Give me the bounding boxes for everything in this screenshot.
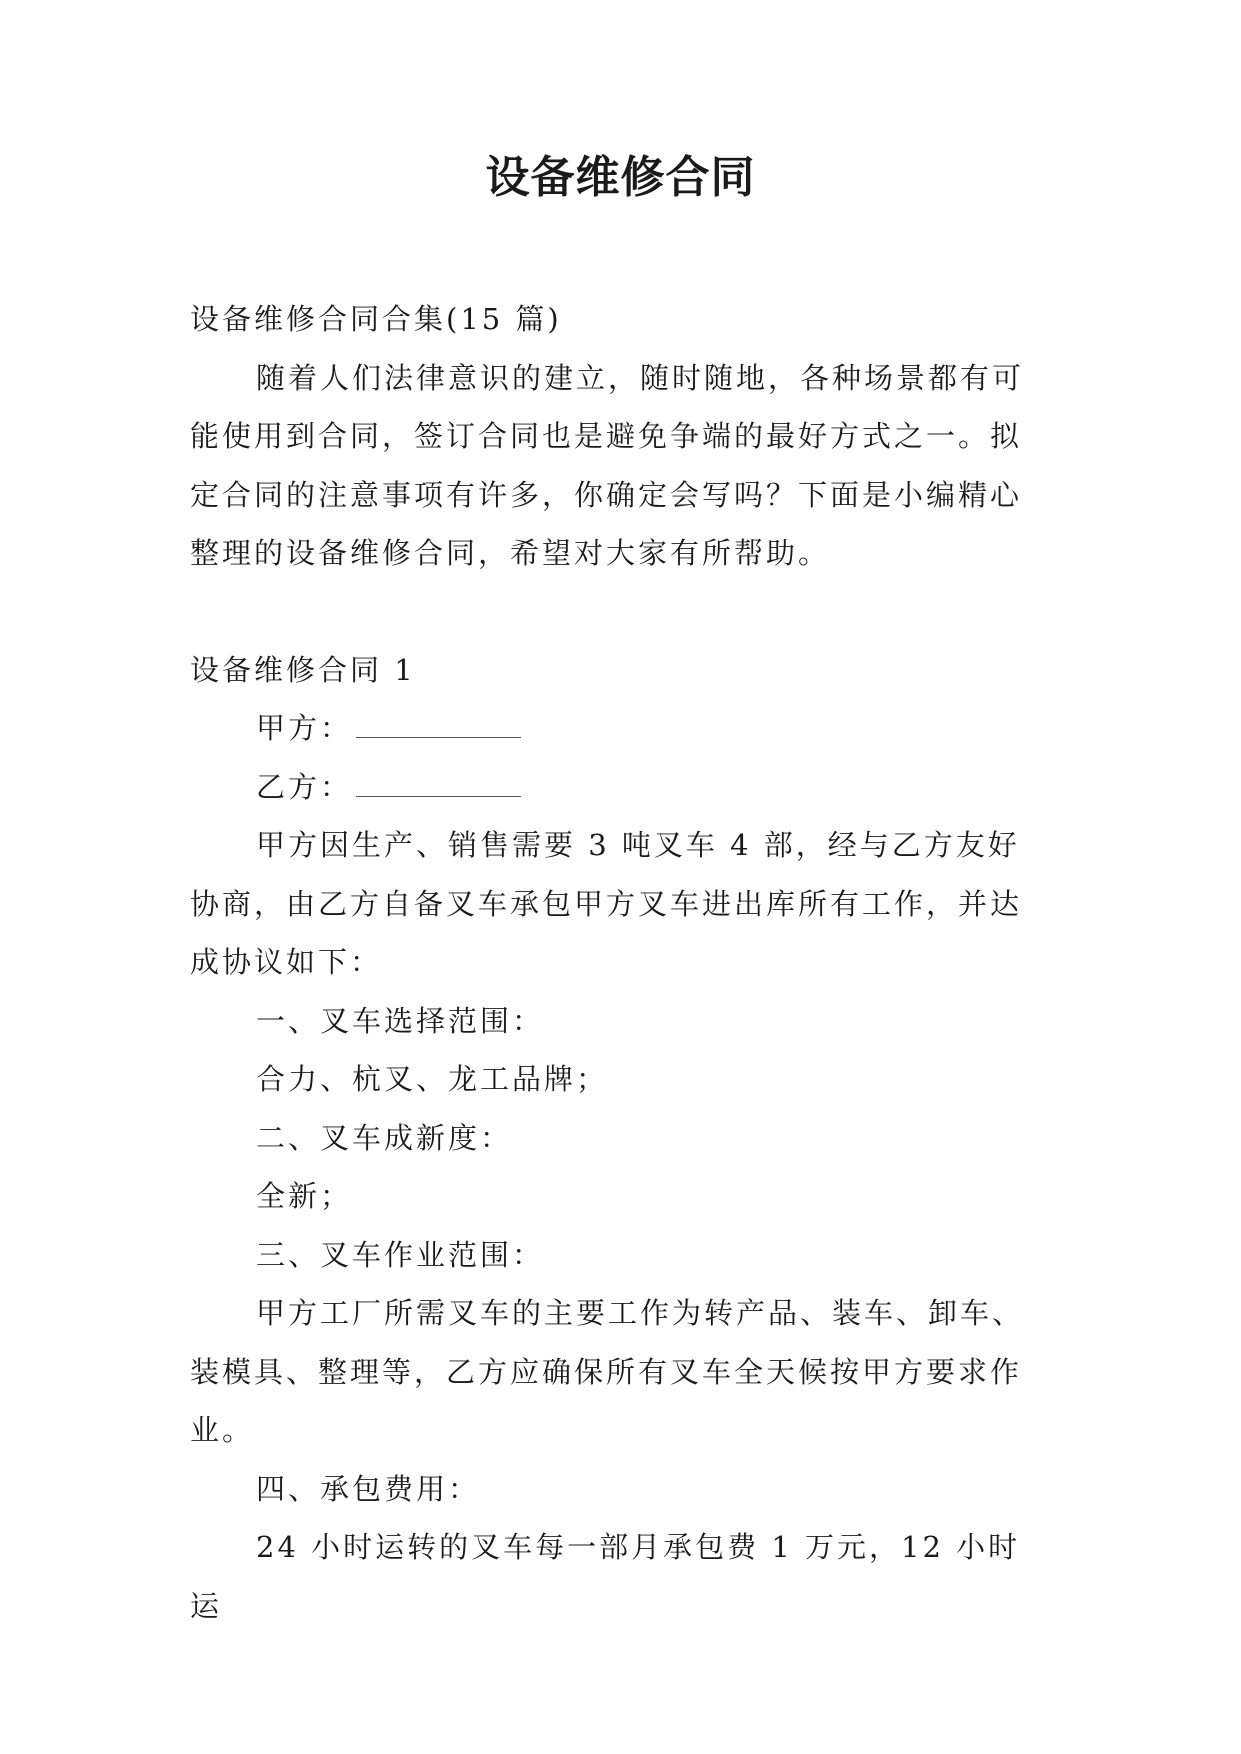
agreement-paragraph: 甲方因生产、销售需要 3 吨叉车 4 部，经与乙方友好协商，由乙方自备叉车承包甲方叉车进出库所有工作，并达成协议如下： xyxy=(190,828,1023,979)
party-a-line xyxy=(190,699,1050,758)
party-a-blank xyxy=(356,717,521,738)
party-b-label: 乙方： xyxy=(256,769,353,804)
document-body xyxy=(190,290,1050,1635)
section-2-heading: 二、叉车成新度： xyxy=(256,1120,513,1155)
section-1-body: 合力、杭叉、龙工品牌； xyxy=(256,1062,609,1096)
party-a-label: 甲方： xyxy=(256,711,353,745)
section-2-body: 全新； xyxy=(256,1179,353,1213)
section-3-heading: 三、叉车作业范围： xyxy=(256,1237,545,1272)
intro-paragraph: 随着人们法律意识的建立，随时随地，各种场景都有可能使用到合同，签订合同也是避免争端的最好方式之一。拟定合同的注意事项有许多，你确定会写吗？下面是小编精心整理的设备维修合同，希望对大家有所帮助。 xyxy=(190,360,1025,570)
section-1-heading: 一、叉车选择范围： xyxy=(256,1003,545,1038)
collection-subtitle: 设备维修合同合集(15 篇) xyxy=(190,302,562,336)
contract-heading: 设备维修合同 1 xyxy=(190,652,416,687)
section-spacer xyxy=(190,583,1050,641)
section-3-body: 甲方工厂所需叉车的主要工作为转产品、装车、卸车、装模具、整理等，乙方应确保所有叉车全天候按甲方要求作业。 xyxy=(190,1296,1025,1447)
party-b-blank xyxy=(356,776,521,797)
party-b-line xyxy=(190,758,1050,817)
document-title: 设备维修合同 xyxy=(485,152,756,203)
section-4-heading: 四、承包费用： xyxy=(256,1471,481,1506)
section-4-body: 24 小时运转的叉车每一部月承包费 1 万元，12 小时运 xyxy=(190,1530,1021,1623)
